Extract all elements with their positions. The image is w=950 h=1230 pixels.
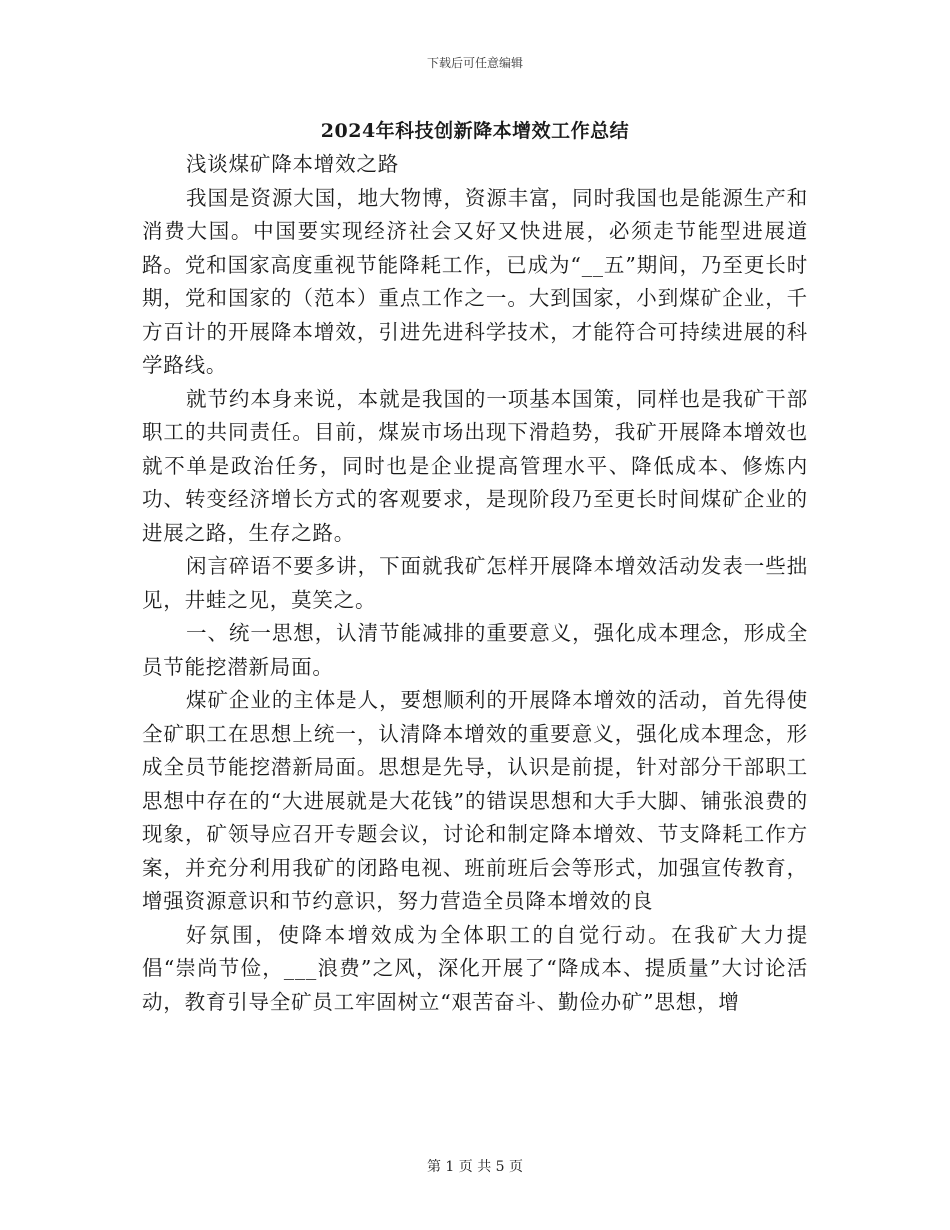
page-number: 第 1 页 共 5 页 bbox=[426, 1159, 524, 1175]
paragraph: 我国是资源大国，地大物博，资源丰富，同时我国也是能源生产和消费大国。中国要实现经济社会又好又快进展，必须走节能型进展道路。党和国家高度重视节能降耗工作，已成为“__五”期间，乃至更长时期，党和国家的（范本）重点工作之一。大到国家，小到煤矿企业，千方百计的开展降本增效，引进先进科学技术，才能符合可持续进展的科学路线。 bbox=[142, 185, 808, 377]
header-note: 下载后可任意编辑 bbox=[426, 56, 523, 70]
paragraph: 就节约本身来说，本就是我国的一项基本国策，同样也是我矿干部职工的共同责任。目前，煤炭市场出现下滑趋势，我矿开展降本增效也就不单是政治任务，同时也是企业提高管理水平、降低成本、修炼内功、转变经济增长方式的客观要求，是现阶段乃至更长时间煤矿企业的进展之路，生存之路。 bbox=[142, 386, 808, 545]
paragraph: 煤矿企业的主体是人，要想顺利的开展降本增效的活动，首先得使全矿职工在思想上统一，认清降本增效的重要意义，强化成本理念，形成全员节能挖潜新局面。思想是先导，认识是前提，针对部分干部职工思想中存在的“大进展就是大花钱”的错误思想和大手大脚、铺张浪费的现象，矿领导应召开专题会议，讨论和制定降本增效、节支降耗工作方案，并充分利用我矿的闭路电视、班前班后会等形式，加强宣传教育，增强资源意识和节约意识，努力营造全员降本增效的良 bbox=[142, 688, 808, 913]
section-heading: 一、统一思想，认清节能减排的重要意义，强化成本理念，形成全员节能挖潜新局面。 bbox=[142, 621, 808, 679]
paragraph-subtitle: 浅谈煤矿降本增效之路 bbox=[186, 152, 399, 176]
paragraph: 好氛围，使降本增效成为全体职工的自觉行动。在我矿大力提倡“崇尚节俭，___浪费”之风，深化开展了“降成本、提质量”大讨论活动，教育引导全矿员工牢固树立“艰苦奋斗、勤俭办矿”思想，增 bbox=[142, 922, 808, 1014]
paragraph: 闲言碎语不要多讲，下面就我矿怎样开展降本增效活动发表一些拙见，井蛙之见，莫笑之。 bbox=[142, 554, 808, 612]
document-title: 2024年科技创新降本增效工作总结 bbox=[320, 120, 630, 142]
document-body bbox=[142, 148, 808, 1019]
